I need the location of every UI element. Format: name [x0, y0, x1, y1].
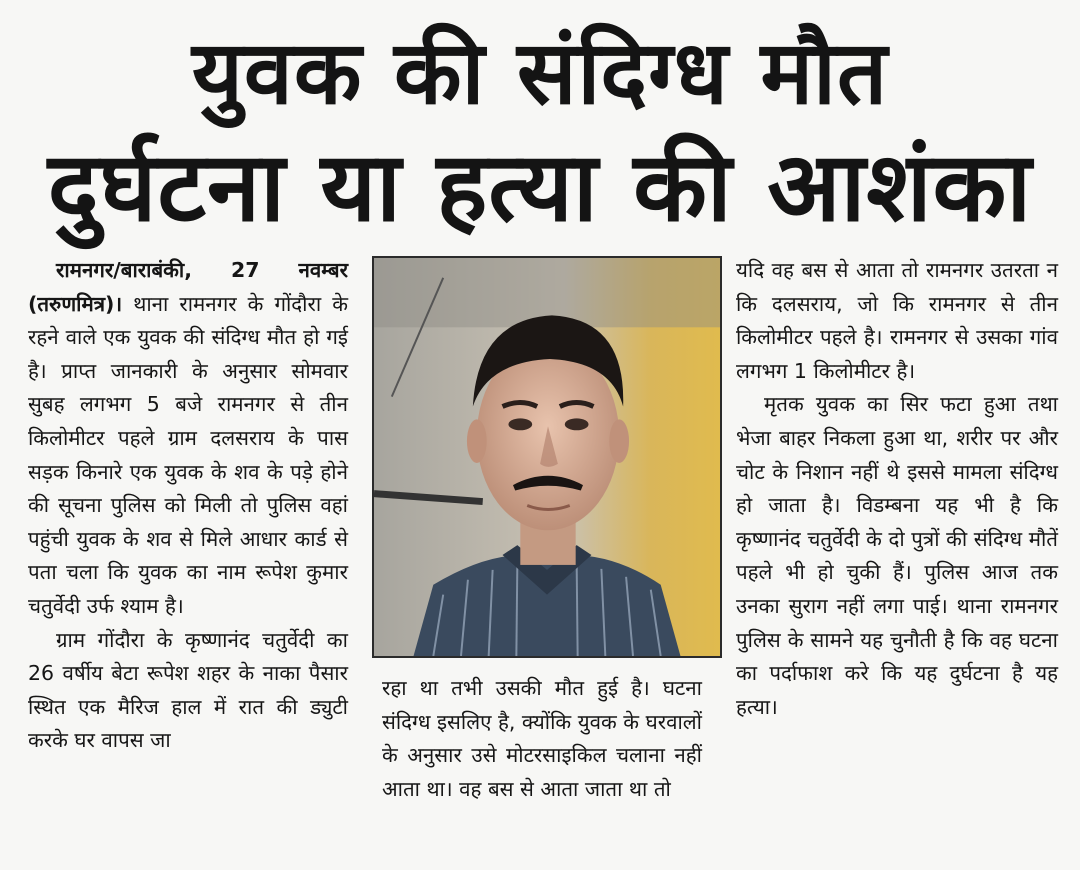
article-paragraph: यदि वह बस से आता तो रामनगर उतरता न कि दलसराय, जो कि रामनगर से तीन किलोमीटर पहले है। रामनगर से उसका गांव लगभग 1 किलोमीटर है। [736, 258, 1058, 383]
article-column-3 [736, 254, 1058, 724]
news-photo [372, 256, 722, 658]
article-column-1 [28, 254, 348, 758]
headline-line-1: युवक की संदिग्ध मौत [191, 21, 889, 124]
headline-line-2: दुर्घटना या हत्या की आशंका [47, 131, 1033, 243]
article-paragraph: रहा था तभी उसकी मौत हुई है। घटना संदिग्ध इसलिए है, क्योंकि युवक के घरवालों के अनुसार उसे मोटरसाइकिल चलाना नहीं आता था। वह बस से आता जाता था तो [382, 676, 702, 801]
article-column-2 [382, 672, 702, 806]
article-paragraph: ग्राम गोंदौरा के कृष्णानंद चतुर्वेदी का 26 वर्षीय बेटा रूपेश शहर के नाका पैसार स्थित एक मैरिज हाल में रात की ड्युटी करके घर वापस जा [28, 627, 348, 753]
dateline: रामनगर/बाराबंकी, 27 नवम्बर (तरुणमित्र)। [28, 258, 348, 316]
portrait-image [374, 258, 720, 656]
article-paragraph [28, 254, 348, 624]
article-text: थाना रामनगर के गोंदौरा के रहने वाले एक युवक की संदिग्ध मौत हो गई है। प्राप्त जानकारी के अनुसार सोमवार सुबह लगभग 5 बजे रामनगर से तीन किलोमीटर पहले ग्राम दलसराय के पास सड़क किनारे एक युवक के शव के पड़े होने की सूचना पुलिस को मिली तो पुलिस वहां पहुंची युवक के शव से मिले आधार कार्ड से पता चला कि युवक का नाम रूपेश कुमार चतुर्वेदी उर्फ श्याम है। [28, 291, 348, 618]
article-paragraph: मृतक युवक का सिर फटा हुआ तथा भेजा बाहर निकला हुआ था, शरीर पर और चोट के निशान नहीं थे इससे मामला संदिग्ध हो जाता है। विडम्बना यह भी है कि कृष्णानंद चतुर्वेदी के दो पुत्रों की संदिग्ध मौतें पहले भी हो चुकी हैं। पुलिस आज तक उनका सुराग नहीं लगा पाई। थाना रामनगर पुलिस के सामने यह चुनौती है कि वह घटना का पर्दाफाश करे कि यह दुर्घटना है यह हत्या। [736, 392, 1058, 719]
